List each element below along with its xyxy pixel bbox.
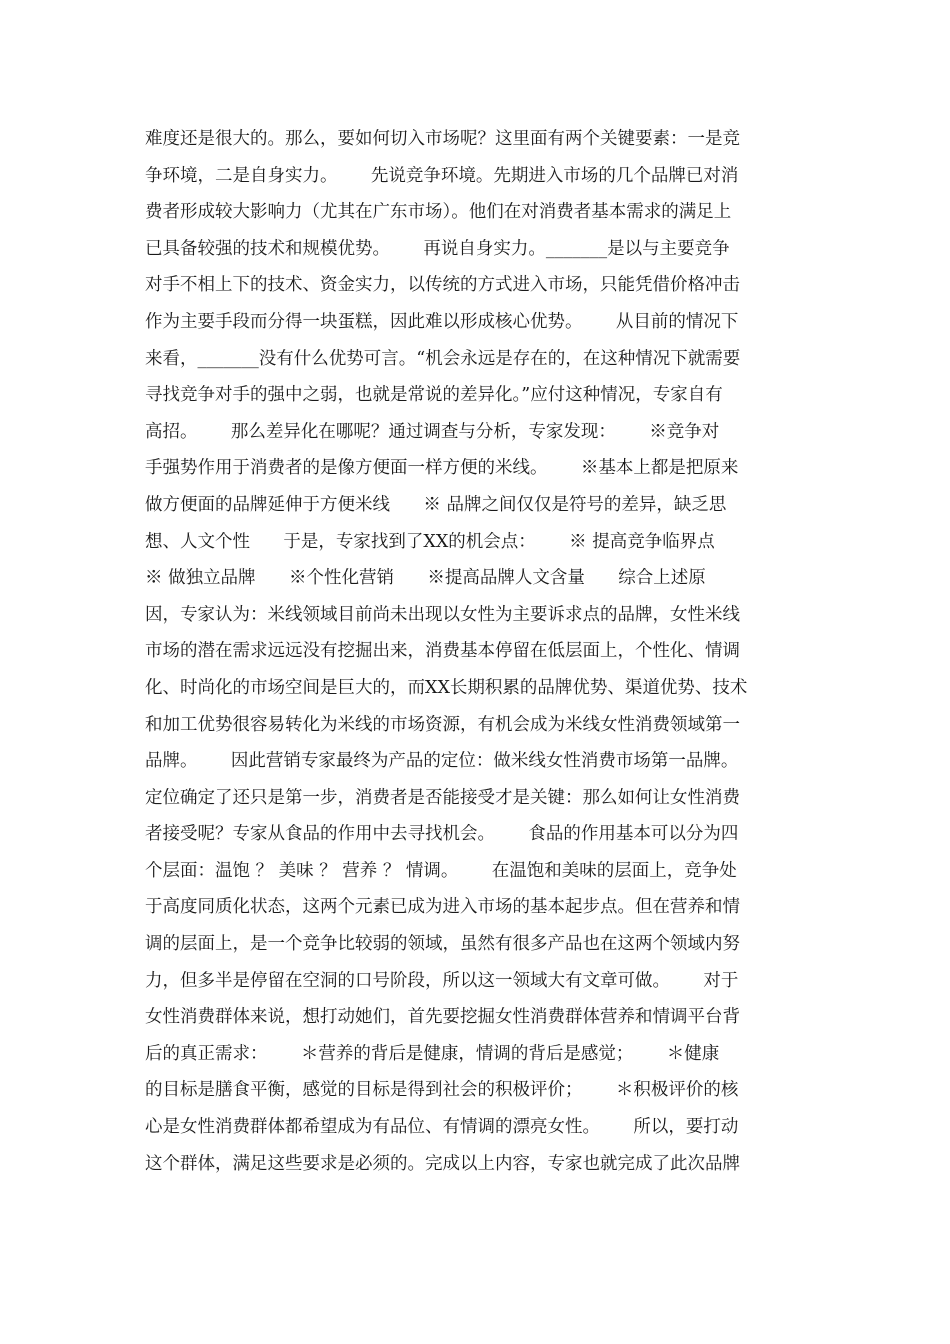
text-line: 者接受呢？专家从食品的作用中去寻找机会。 食品的作用基本可以分为四 (145, 824, 739, 845)
text-line: 来看，_______没有什么优势可言。“机会永远是存在的，在这种情况下就需要 (145, 348, 741, 369)
text-line: 女性消费群体来说，想打动她们，首先要挖掘女性消费群体营养和情调平台背 (145, 1007, 740, 1028)
text-line: 已具备较强的技术和规模优势。 再说自身实力。_______是以与主要竞争 (145, 238, 730, 259)
text-line: 难度还是很大的。那么，要如何切入市场呢？这里面有两个关键要素：一是竞 (145, 129, 740, 149)
text-line: 的目标是膳食平衡，感觉的目标是得到社会的积极评价； ＊积极评价的核 (145, 1080, 739, 1101)
text-line: 寻找竞争对手的强中之弱，也就是常说的差异化。”应付这种情况，专家自有 (145, 385, 723, 406)
text-line: 于高度同质化状态，这两个元素已成为进入市场的基本起步点。但在营养和情 (145, 897, 740, 918)
text-line: 对手不相上下的技术、资金实力，以传统的方式进入市场，只能凭借价格冲击 (145, 275, 740, 296)
text-line: 调的层面上，是一个竞争比较弱的领域，虽然有很多产品也在这两个领域内努 (145, 934, 740, 955)
text-line: 争环境，二是自身实力。 先说竞争环境。先期进入市场的几个品牌已对消 (145, 165, 739, 186)
text-line: 做方便面的品牌延伸于方便米线 ※ 品牌之间仅仅是符号的差异，缺乏思 (145, 494, 727, 515)
text-line: 手强势作用于消费者的是像方便面一样方便的米线。 ※基本上都是把原来 (145, 458, 739, 479)
text-line: ※ 做独立品牌 ※个性化营销 ※提高品牌人文含量 综合上述原 (145, 568, 706, 589)
text-line: 心是女性消费群体都希望成为有品位、有情调的漂亮女性。 所以，要打动 (145, 1117, 739, 1138)
text-line: 力，但多半是停留在空洞的口号阶段，所以这一领域大有文章可做。 对于 (145, 970, 739, 991)
text-line: 费者形成较大影响力（尤其在广东市场）。他们在对消费者基本需求的满足上 (145, 202, 732, 223)
text-line: 化、时尚化的市场空间是巨大的，而XX长期积累的品牌优势、渠道优势、技术 (145, 677, 748, 698)
text-line: 品牌。 因此营销专家最终为产品的定位：做米线女性消费市场第一品牌。 (145, 751, 739, 772)
text-line: 和加工优势很容易转化为米线的市场资源，有机会成为米线女性消费领域第一 (145, 714, 740, 735)
text-line: 这个群体，满足这些要求是必须的。完成以上内容，专家也就完成了此次品牌 (145, 1153, 740, 1174)
body-text (145, 121, 845, 1182)
text-line: 作为主要手段而分得一块蛋糕，因此难以形成核心优势。 从目前的情况下 (145, 311, 739, 332)
text-line: 个层面：温饱 ？ 美味 ？ 营养 ？ 情调。 在温饱和美味的层面上，竞争处 (145, 860, 737, 881)
text-line: 市场的潜在需求远远没有挖掘出来，消费基本停留在低层面上，个性化、情调 (145, 641, 740, 662)
text-line: 定位确定了还只是第一步，消费者是否能接受才是关键：那么如何让女性消费 (145, 787, 740, 808)
text-line: 想、人文个性 于是，专家找到了XX的机会点： ※ 提高竞争临界点 (145, 531, 715, 552)
text-line: 后的真正需求： ＊营养的背后是健康，情调的背后是感觉； ＊健康 (145, 1043, 720, 1064)
text-line: 因，专家认为：米线领域目前尚未出现以女性为主要诉求点的品牌，女性米线 (145, 604, 740, 625)
text-line: 高招。 那么差异化在哪呢？通过调查与分析，专家发现： ※竞争对 (145, 421, 720, 442)
